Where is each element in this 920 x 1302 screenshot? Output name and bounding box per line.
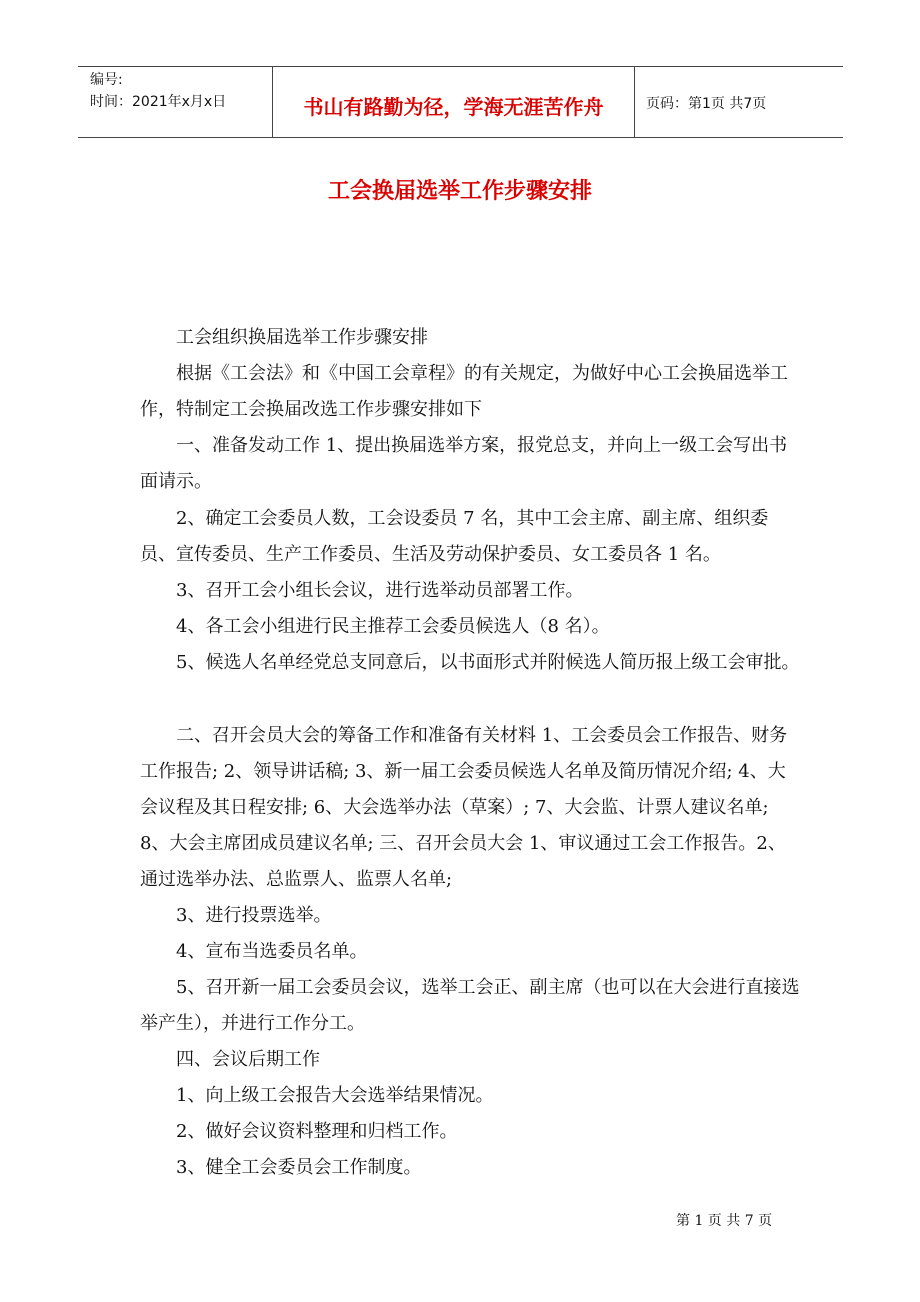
paragraph-system: 3、健全工会委员会工作制度。	[176, 1157, 422, 1178]
document-title: 工会换届选举工作步骤安排	[327, 179, 592, 204]
paragraph-item-4: 4、各工会小组进行民主推荐工会委员候选人（8 名）。	[176, 616, 610, 637]
paragraph-archive: 2、做好会议资料整理和归档工作。	[176, 1121, 458, 1142]
header-motto: 书山有路勤为径，学海无涯苦作舟	[303, 95, 604, 119]
header-motto-cell	[272, 67, 635, 137]
paragraph-item-3: 3、召开工会小组长会议，进行选举动员部署工作。	[176, 580, 584, 601]
paragraph-report: 1、向上级工会报告大会选举结果情况。	[176, 1085, 494, 1106]
header-page-info: 页码：第1页 共7页	[646, 96, 767, 112]
footer-page-number: 第 1 页 共 7 页	[676, 1213, 773, 1229]
paragraph-item-5: 5、候选人名单经党总支同意后，以书面形式并附候选人简历报上级工会审批。	[176, 652, 800, 673]
header-meta-cell	[78, 67, 272, 137]
number-label: 编号:	[90, 72, 123, 88]
paragraph-new-committee: 5、召开新一届工会委员会议，选举工会正、副主席（也可以在大会进行直接选举产生），并进行工作分工。	[140, 977, 800, 1034]
paragraph-item-2: 2、确定工会委员人数，工会设委员 7 名，其中工会主席、副主席、组织委员、宣传委员、生产工作委员、生活及劳动保护委员、女工委员各 1 名。	[140, 508, 769, 565]
paragraph-announce: 4、宣布当选委员名单。	[176, 941, 368, 962]
paragraph-subtitle: 工会组织换届选举工作步骤安排	[176, 327, 428, 348]
paragraph-section-2-3: 二、召开会员大会的筹备工作和准备有关材料 1、工会委员会工作报告、财务工作报告; 2、领导讲话稿; 3、新一届工会委员候选人名单及简历情况介绍; 4、大会议程及其日程安排; 6、大会选举办法（草案）; 7、大会监、计票人建议名单; 8、大会主席团成员建议名单; 三、召开会员大会 1、审议通过工会工作报告。2、通过选举办法、总监票人、监票人名单;	[140, 725, 788, 890]
header-page-cell	[634, 67, 843, 137]
time-label: 时间：2021年x月x日	[90, 94, 227, 110]
paragraph-section-1: 一、准备发动工作 1、提出换届选举方案，报党总支，并向上一级工会写出书面请示。	[140, 435, 788, 492]
paragraph-vote: 3、进行投票选举。	[176, 905, 332, 926]
paragraph-section-4: 四、会议后期工作	[176, 1049, 320, 1070]
document-header	[78, 66, 843, 138]
paragraph-intro: 根据《工会法》和《中国工会章程》的有关规定，为做好中心工会换届选举工作，特制定工会换届改选工作步骤安排如下	[140, 363, 788, 420]
